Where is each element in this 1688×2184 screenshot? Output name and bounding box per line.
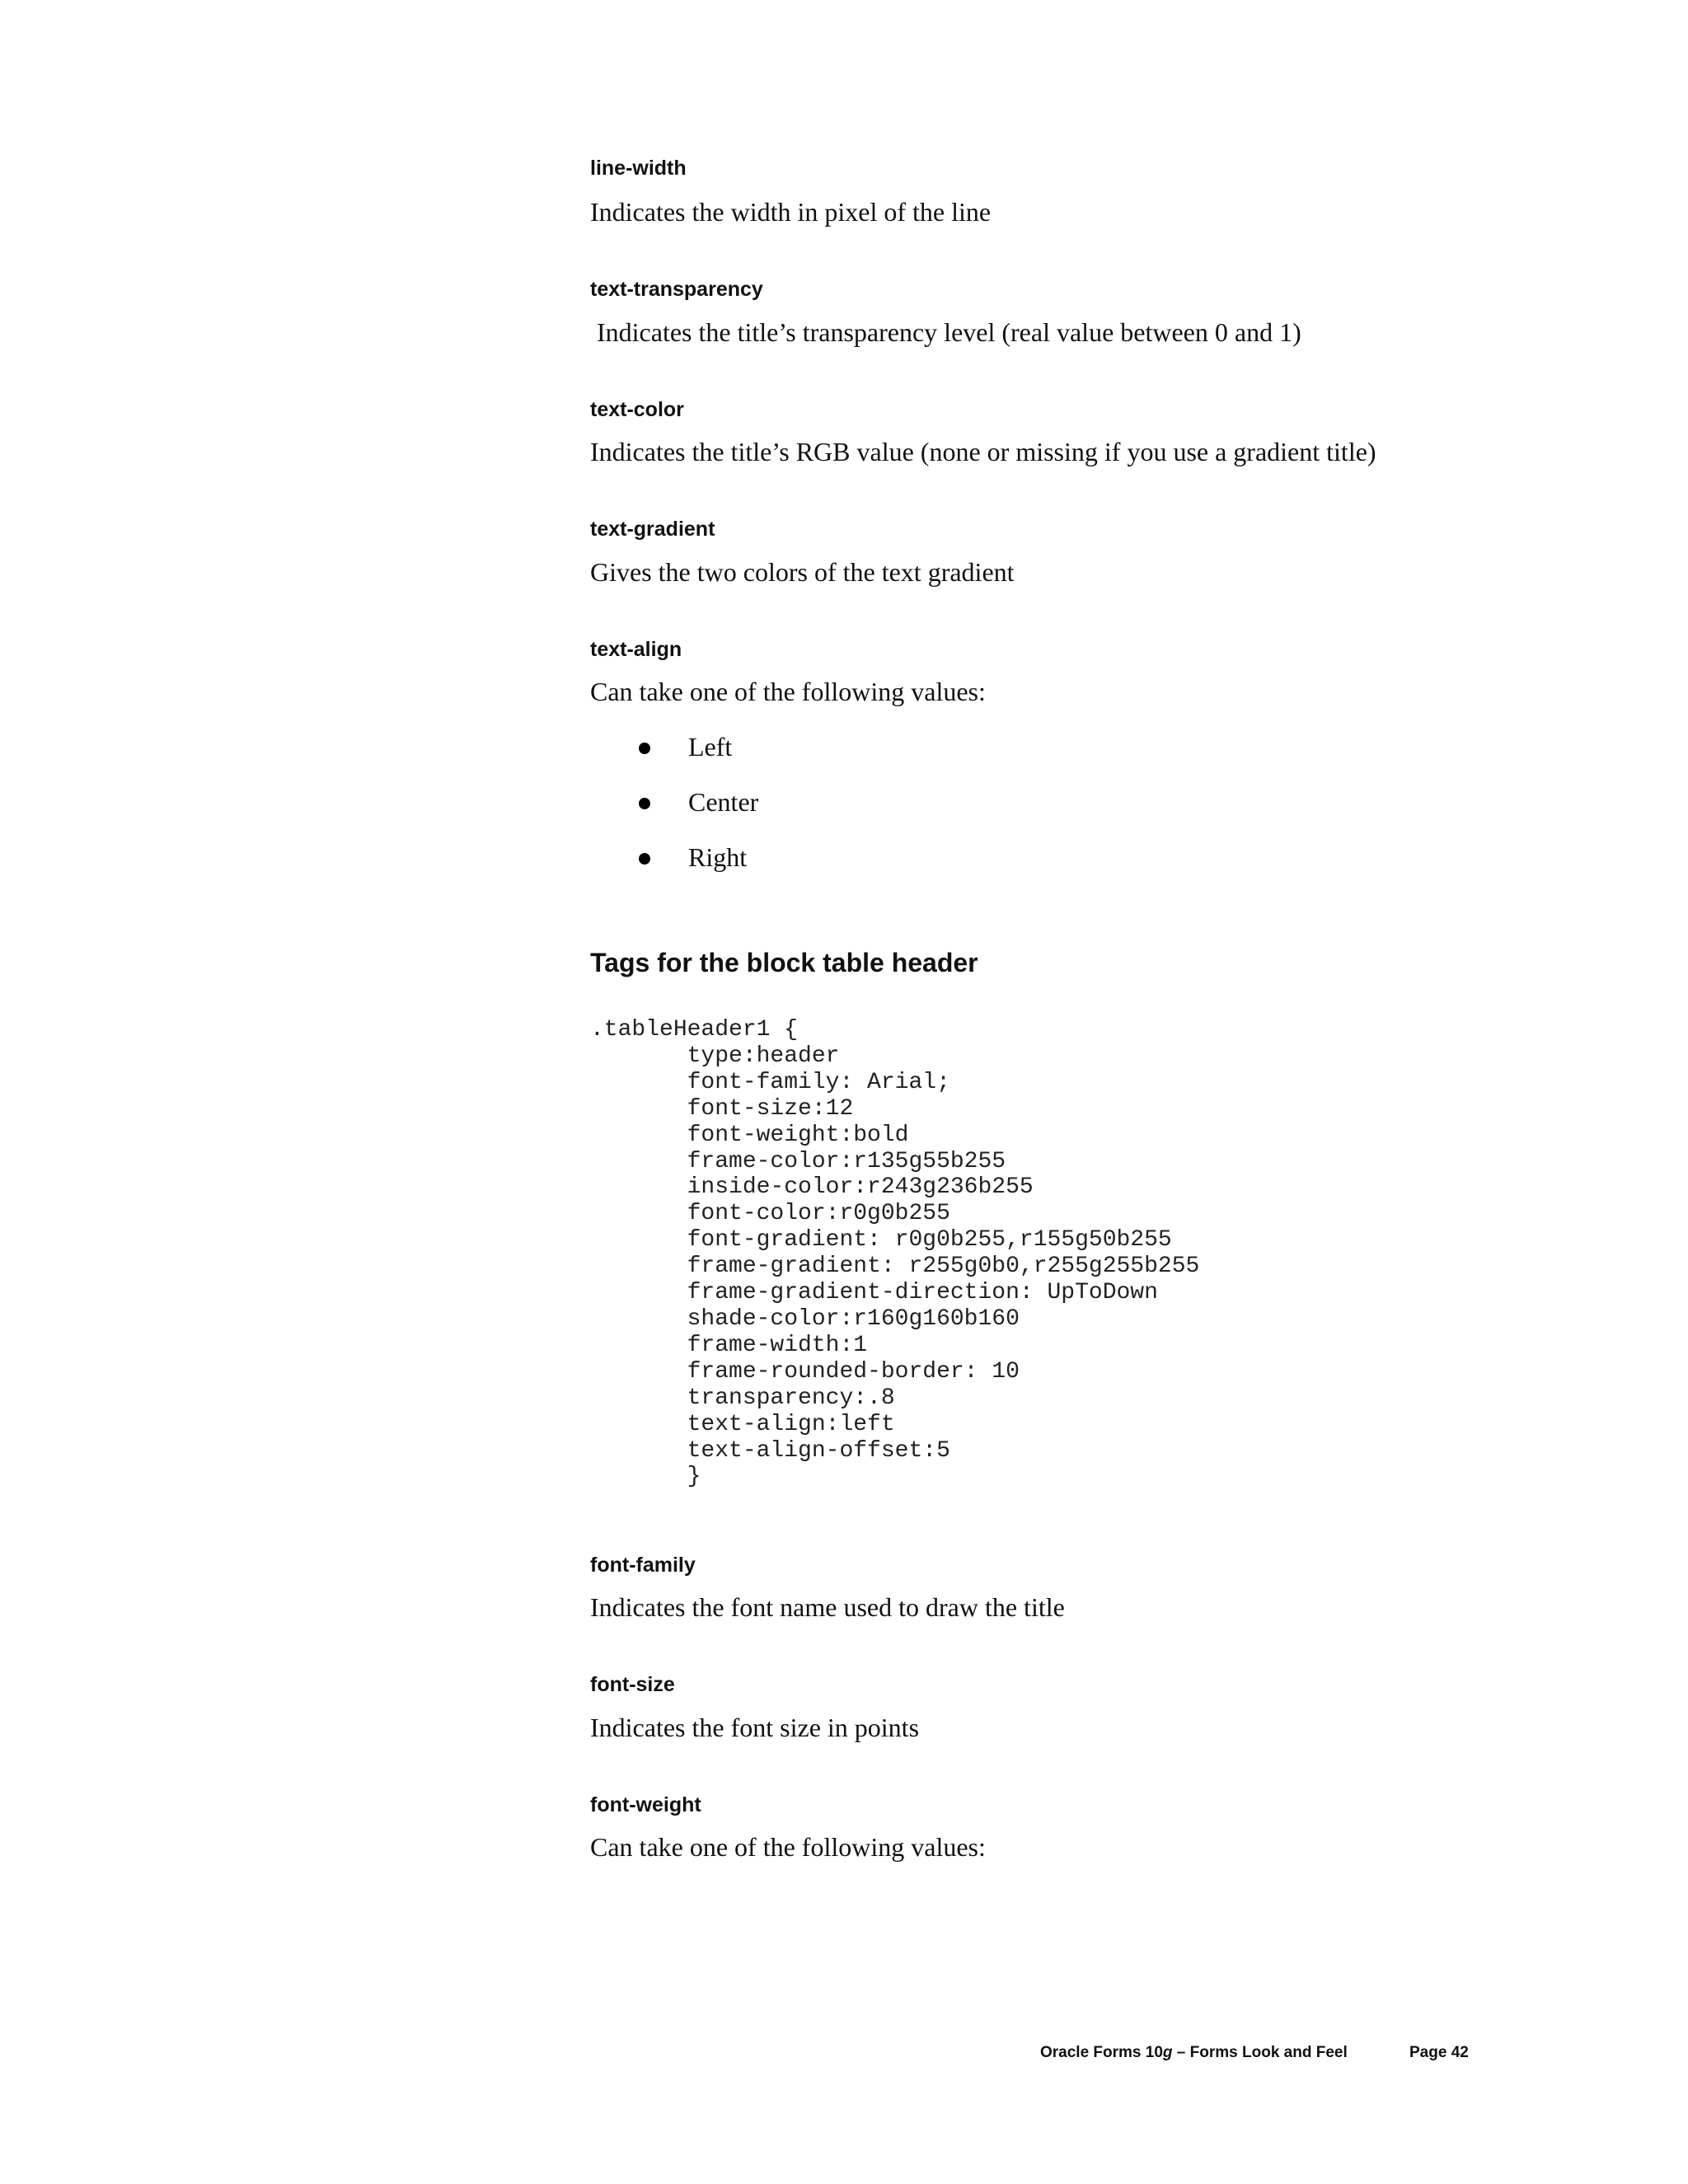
desc-line-width: Indicates the width in pixel of the line — [590, 197, 992, 227]
term-line-width: line-width — [590, 157, 687, 180]
term-font-weight: font-weight — [590, 1793, 701, 1816]
desc-text-gradient: Gives the two colors of the text gradient — [590, 557, 1015, 587]
bullet-icon — [639, 798, 650, 809]
desc-text-align: Can take one of the following values: — [590, 677, 986, 706]
desc-text-color: Indicates the title’s RGB value (none or missing if you use a gradient title) — [590, 437, 1376, 466]
term-font-family: font-family — [590, 1554, 696, 1577]
list-item-right: Right — [688, 842, 748, 872]
term-font-size: font-size — [590, 1673, 675, 1696]
list-item-center: Center — [688, 787, 759, 817]
desc-font-size: Indicates the font size in points — [590, 1713, 920, 1742]
term-text-gradient: text-gradient — [590, 518, 715, 541]
footer-title-italic: g — [1162, 2044, 1173, 2061]
list-item-left: Left — [688, 732, 733, 762]
footer-title-suffix: – Forms Look and Feel — [1172, 2044, 1348, 2061]
desc-font-family: Indicates the font name used to draw the title — [590, 1592, 1065, 1622]
term-text-transparency: text-transparency — [590, 278, 763, 301]
bullet-icon — [639, 743, 650, 754]
footer-title — [1040, 2044, 1348, 2062]
desc-text-transparency: Indicates the title’s transparency level (real value between 0 and 1) — [590, 317, 1301, 347]
term-text-color: text-color — [590, 398, 684, 421]
section-heading: Tags for the block table header — [590, 948, 978, 977]
page-number: Page 42 — [1409, 2044, 1469, 2061]
code-block: .tableHeader1 { type:header font-family: Arial; font-size:12 font-weight:bold frame-color:r135g55b255 inside-color:r243g236b255 font-color:r0g0b255 font-gradient: r0g0b255,r155g50b255 frame-gradient: r255g0b0,r255g255b255 frame-gradient-direction: UpToDown shade-color:r160g160b160 frame-width:1 frame-rounded-border: 10 transparency:.8 text-align:left text-align-offset:5 } — [590, 1017, 1200, 1490]
bullet-icon — [639, 853, 650, 865]
term-text-align: text-align — [590, 638, 682, 661]
footer-title-prefix: Oracle Forms 10 — [1040, 2044, 1163, 2061]
desc-font-weight: Can take one of the following values: — [590, 1832, 986, 1862]
